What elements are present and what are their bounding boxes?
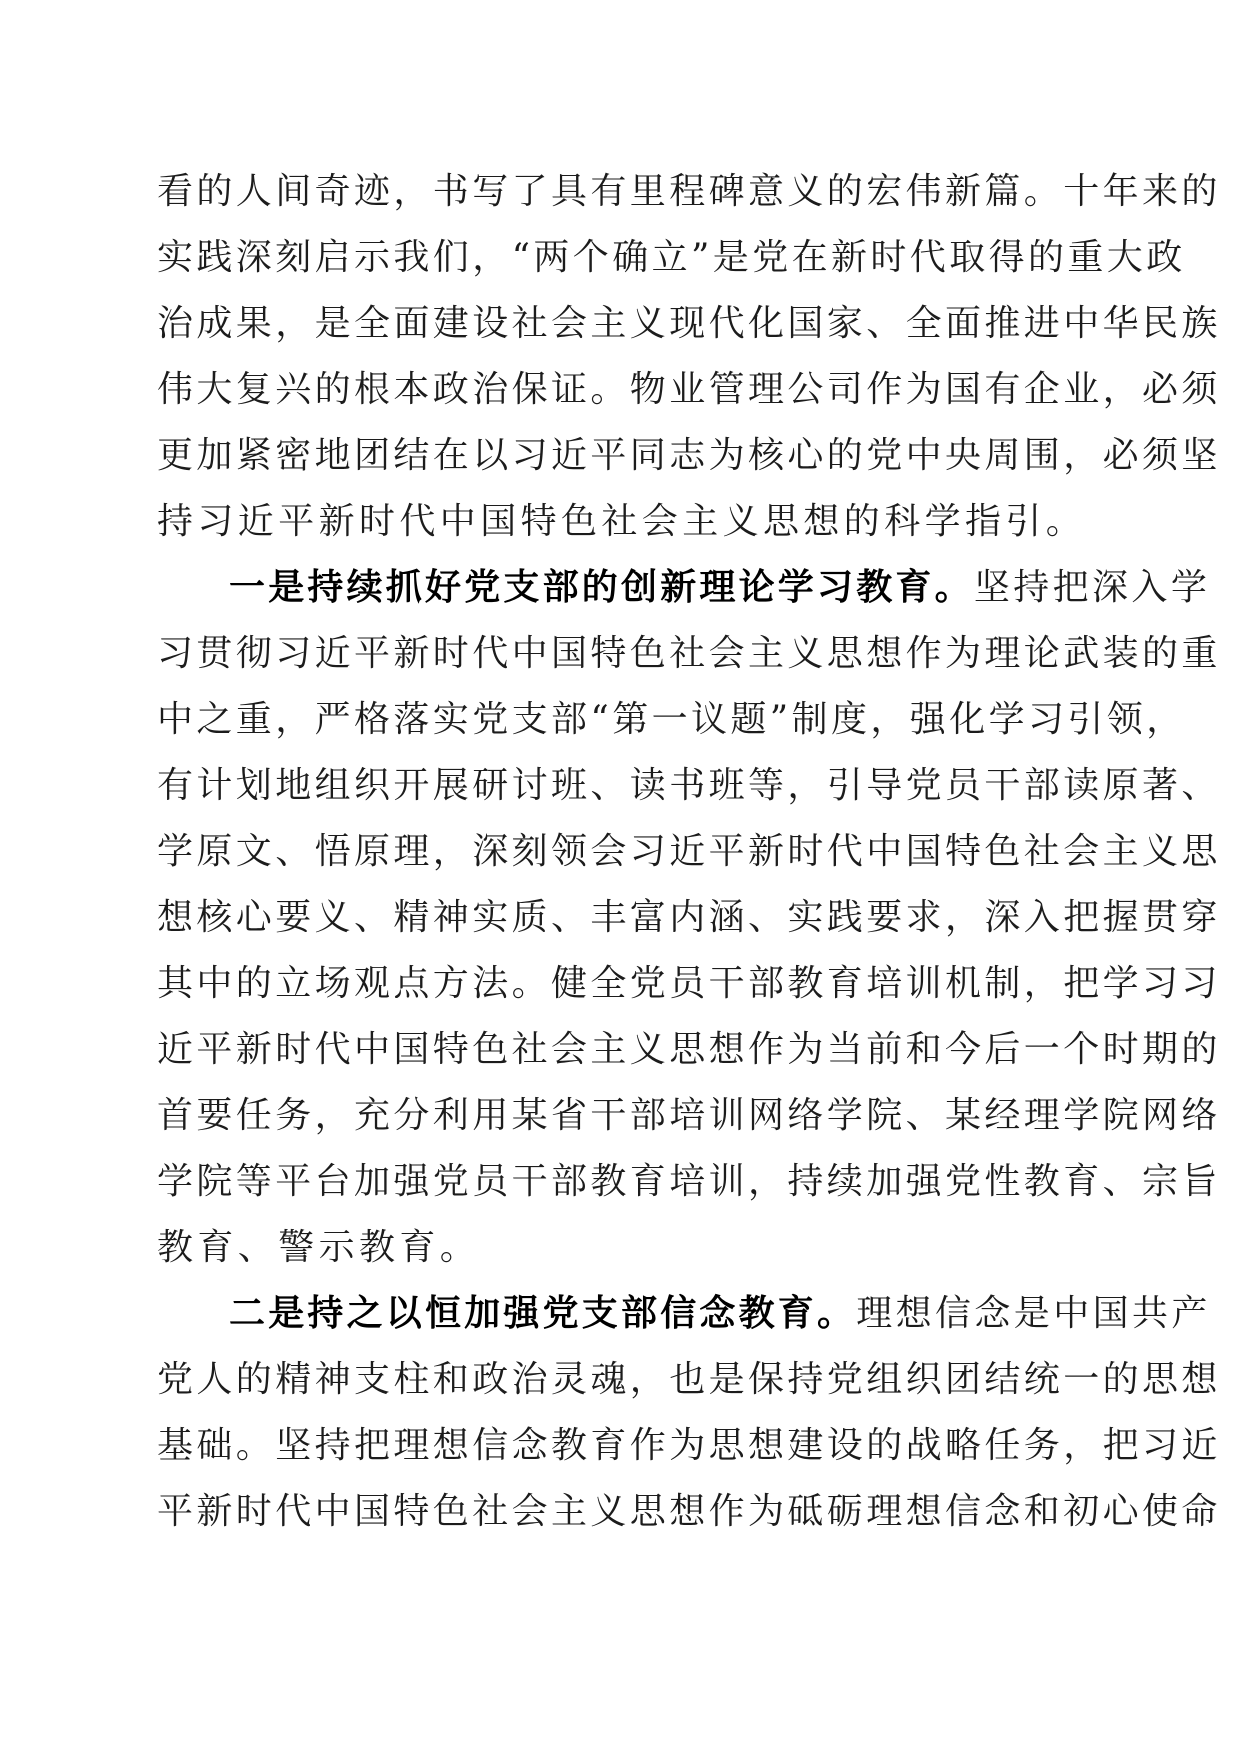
paragraph-1-line-5: 更加紧密地团结在以习近平同志为核心的党中央周围，必须坚: [157, 435, 1221, 476]
paragraph-2-line-5: 学原文、悟原理，深刻领会习近平新时代中国特色社会主义思: [157, 831, 1221, 872]
paragraph-1-line-3: 治成果，是全面建设社会主义现代化国家、全面推进中华民族: [157, 303, 1221, 344]
paragraph-2-line-4: 有计划地组织开展研讨班、读书班等，引导党员干部读原著、: [157, 765, 1221, 806]
paragraph-2-line-8: 近平新时代中国特色社会主义思想作为当前和今后一个时期的: [157, 1029, 1221, 1070]
paragraph-1-line-2: 实践深刻启示我们，“两个确立”是党在新时代取得的重大政: [157, 237, 1186, 278]
paragraph-1-line-4: 伟大复兴的根本政治保证。物业管理公司作为国有企业，必须: [157, 369, 1221, 410]
paragraph-3-line-4: 平新时代中国特色社会主义思想作为砥砺理想信念和初心使命: [157, 1491, 1221, 1532]
paragraph-3-line-2: 党人的精神支柱和政治灵魂，也是保持党组织团结统一的思想: [157, 1359, 1221, 1400]
paragraph-2-line-2: 习贯彻习近平新时代中国特色社会主义思想作为理论武装的重: [157, 633, 1221, 674]
paragraph-2-line-10: 学院等平台加强党员干部教育培训，持续加强党性教育、宗旨: [157, 1161, 1221, 1202]
paragraph-2-line-7: 其中的立场观点方法。健全党员干部教育培训机制，把学习习: [157, 963, 1221, 1004]
paragraph-2-line-3: 中之重，严格落实党支部“第一议题”制度，强化学习引领，: [157, 699, 1186, 740]
paragraph-1-line-1: 看的人间奇迹，书写了具有里程碑意义的宏伟新篇。十年来的: [157, 171, 1221, 212]
paragraph-1-line-6: 持习近平新时代中国特色社会主义思想的科学指引。: [157, 501, 1087, 542]
paragraph-3-first-line-text: 理想信念是中国共产: [856, 1293, 1211, 1334]
paragraph-3-first-line: [229, 1292, 1211, 1336]
paragraph-3-line-3: 基础。坚持把理想信念教育作为思想建设的战略任务，把习近: [157, 1425, 1221, 1466]
paragraph-2-line-11: 教育、警示教育。: [157, 1227, 481, 1268]
paragraph-2-heading: 一是持续抓好党支部的创新理论学习教育。: [229, 567, 974, 608]
paragraph-2-first-line: [229, 566, 1211, 610]
paragraph-2-first-line-text: 坚持把深入学: [973, 567, 1211, 608]
paragraph-3-heading: 二是持之以恒加强党支部信念教育。: [229, 1293, 857, 1334]
paragraph-2-line-6: 想核心要义、精神实质、丰富内涵、实践要求，深入把握贯穿: [157, 897, 1221, 938]
paragraph-2-line-9: 首要任务，充分利用某省干部培训网络学院、某经理学院网络: [157, 1095, 1221, 1136]
